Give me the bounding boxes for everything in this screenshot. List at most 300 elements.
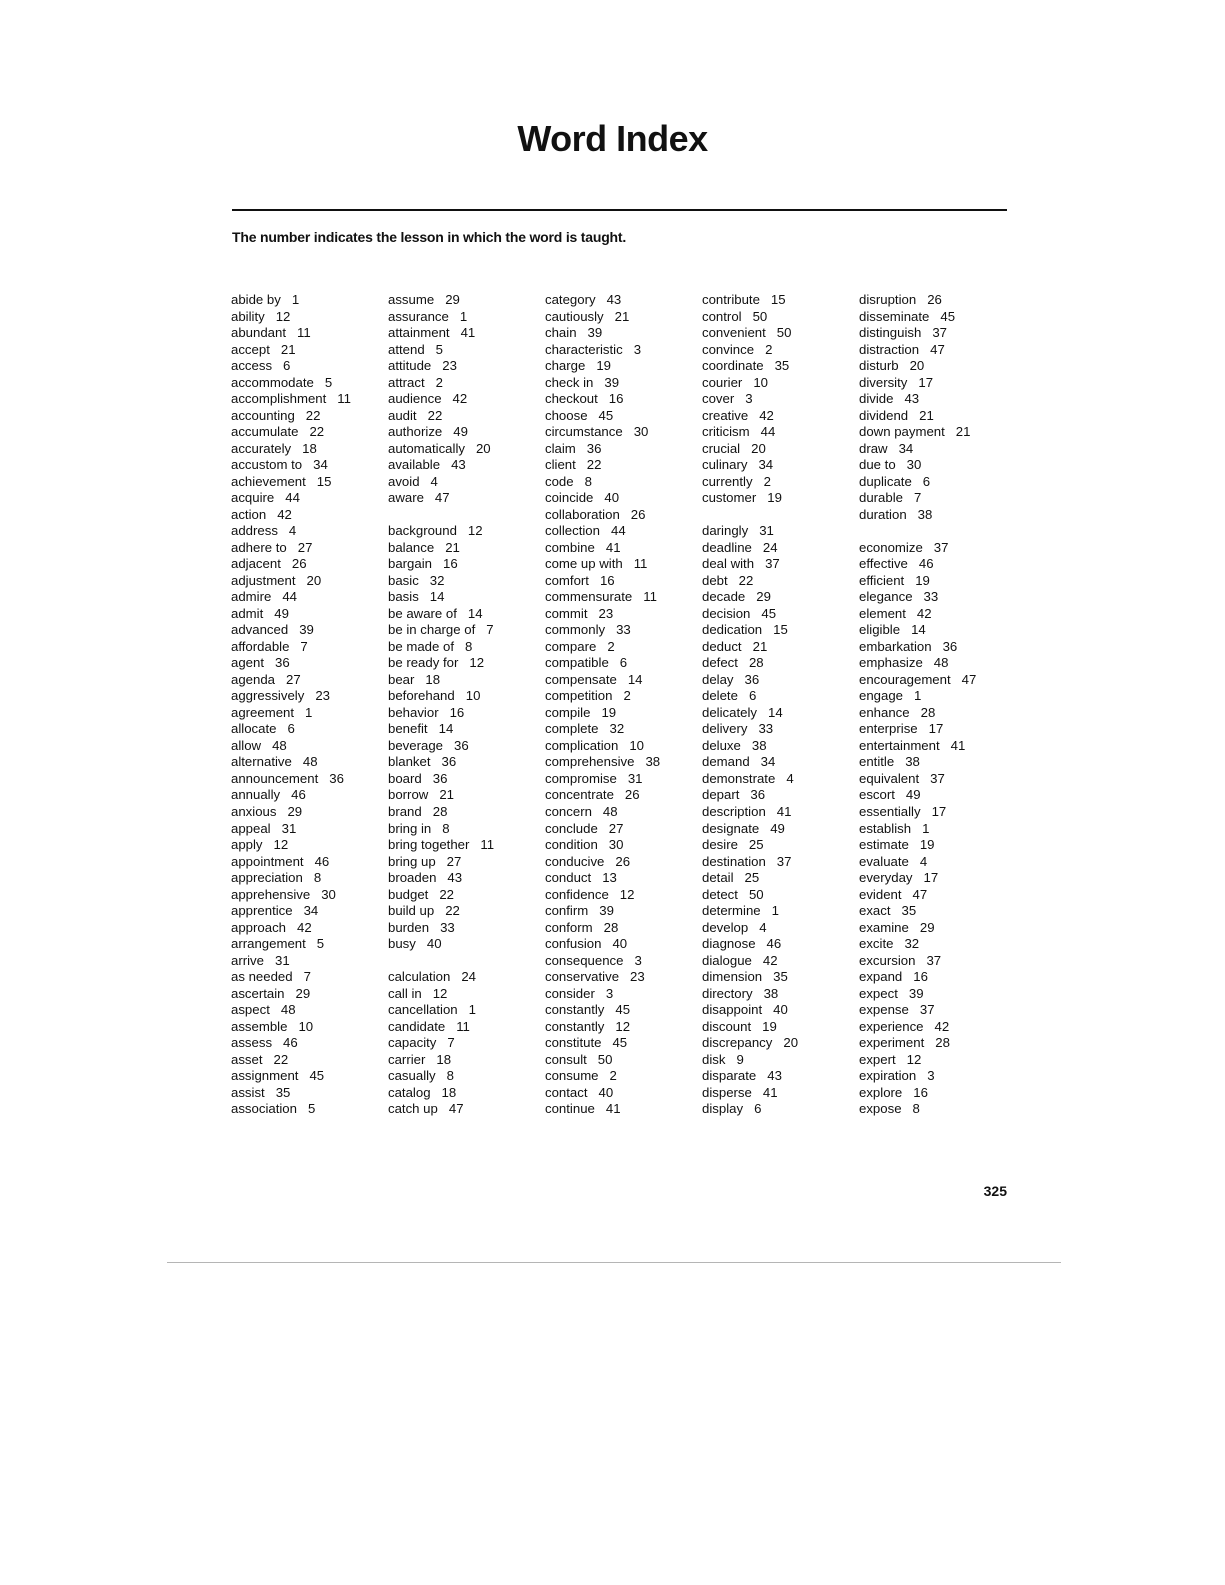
lesson-number: 50 bbox=[597, 1051, 613, 1067]
index-entry bbox=[388, 523, 538, 540]
lesson-number: 41 bbox=[605, 539, 621, 555]
title-divider bbox=[232, 209, 1007, 211]
index-entry bbox=[702, 854, 852, 871]
lesson-number: 1 bbox=[468, 1002, 476, 1018]
index-entry bbox=[231, 1035, 381, 1052]
index-word: allow bbox=[231, 737, 262, 753]
index-entry bbox=[702, 870, 852, 887]
index-entry bbox=[388, 1068, 538, 1085]
index-entry bbox=[545, 457, 695, 474]
index-entry bbox=[545, 1035, 695, 1052]
index-entry bbox=[702, 391, 852, 408]
index-word: everyday bbox=[859, 870, 913, 886]
lesson-number: 30 bbox=[608, 837, 624, 853]
index-entry bbox=[388, 1052, 538, 1069]
index-entry bbox=[231, 325, 381, 342]
index-word: attend bbox=[388, 341, 425, 357]
page-bottom-rule bbox=[167, 1262, 1061, 1263]
lesson-number: 10 bbox=[298, 1018, 314, 1034]
index-word: contact bbox=[545, 1084, 588, 1100]
index-word: demonstrate bbox=[702, 770, 776, 786]
index-word: expense bbox=[859, 1002, 909, 1018]
index-word: conclude bbox=[545, 820, 598, 836]
index-entry bbox=[388, 804, 538, 821]
index-word: approach bbox=[231, 919, 286, 935]
index-word: agreement bbox=[231, 704, 295, 720]
index-word: customer bbox=[702, 490, 757, 506]
index-entry bbox=[702, 920, 852, 937]
index-entry bbox=[702, 821, 852, 838]
lesson-number: 19 bbox=[596, 358, 611, 374]
lesson-number: 7 bbox=[914, 490, 922, 506]
index-word: apprentice bbox=[231, 903, 293, 919]
index-word: expert bbox=[859, 1051, 896, 1067]
index-entry bbox=[702, 986, 852, 1003]
index-entry bbox=[231, 804, 381, 821]
index-entry bbox=[702, 309, 852, 326]
index-entry bbox=[231, 1002, 381, 1019]
index-word: examine bbox=[859, 919, 909, 935]
lesson-number: 43 bbox=[606, 292, 622, 307]
index-word: board bbox=[388, 770, 422, 786]
index-word: depart bbox=[702, 787, 740, 803]
lesson-number: 29 bbox=[445, 292, 460, 307]
index-entry bbox=[545, 639, 695, 656]
index-entry bbox=[702, 639, 852, 656]
lesson-number: 39 bbox=[599, 903, 614, 919]
index-word: complication bbox=[545, 737, 619, 753]
index-word: appeal bbox=[231, 820, 271, 836]
index-entry bbox=[231, 639, 381, 656]
index-column-1 bbox=[231, 292, 381, 1118]
index-entry bbox=[859, 540, 1009, 557]
lesson-number: 41 bbox=[762, 1084, 778, 1100]
lesson-number: 36 bbox=[942, 638, 958, 654]
lesson-number: 19 bbox=[767, 490, 782, 506]
index-word: bring in bbox=[388, 820, 432, 836]
lesson-number: 4 bbox=[759, 919, 767, 935]
index-word: disruption bbox=[859, 292, 917, 307]
index-entry bbox=[859, 1068, 1009, 1085]
index-entry bbox=[545, 936, 695, 953]
lesson-number: 37 bbox=[919, 1002, 935, 1018]
lesson-number: 8 bbox=[313, 870, 322, 886]
index-entry bbox=[388, 358, 538, 375]
index-entry bbox=[859, 573, 1009, 590]
index-word: carrier bbox=[388, 1051, 426, 1067]
lesson-number: 22 bbox=[738, 572, 754, 588]
index-entry bbox=[231, 589, 381, 606]
index-word: action bbox=[231, 506, 267, 522]
lesson-number: 32 bbox=[904, 936, 920, 952]
index-entry bbox=[231, 672, 381, 689]
index-word: assignment bbox=[231, 1068, 299, 1084]
lesson-number: 36 bbox=[432, 770, 448, 786]
lesson-number: 2 bbox=[607, 638, 615, 654]
index-entry bbox=[388, 408, 538, 425]
lesson-number: 16 bbox=[913, 1084, 928, 1100]
lesson-number: 6 bbox=[283, 358, 291, 374]
index-word: annually bbox=[231, 787, 281, 803]
lesson-number: 38 bbox=[917, 506, 933, 522]
lesson-number: 38 bbox=[905, 754, 920, 770]
index-word: behavior bbox=[388, 704, 439, 720]
lesson-number: 2 bbox=[763, 473, 771, 489]
index-word: accept bbox=[231, 341, 270, 357]
lesson-number: 15 bbox=[316, 473, 332, 489]
index-entry bbox=[231, 754, 381, 771]
index-word: durable bbox=[859, 490, 903, 506]
index-word: beverage bbox=[388, 737, 443, 753]
index-word: confidence bbox=[545, 886, 609, 902]
index-word: exact bbox=[859, 903, 891, 919]
index-word: contribute bbox=[702, 292, 760, 307]
index-entry bbox=[859, 655, 1009, 672]
lesson-number: 11 bbox=[337, 391, 351, 407]
index-entry bbox=[231, 507, 381, 524]
index-entry bbox=[388, 309, 538, 326]
index-entry bbox=[388, 854, 538, 871]
index-word: establish bbox=[859, 820, 912, 836]
index-word: accustom to bbox=[231, 457, 303, 473]
lesson-number: 6 bbox=[754, 1101, 762, 1117]
index-entry bbox=[702, 1068, 852, 1085]
index-word: advanced bbox=[231, 622, 289, 638]
index-word: dedication bbox=[702, 622, 763, 638]
index-word: confusion bbox=[545, 936, 602, 952]
index-word: deluxe bbox=[702, 737, 741, 753]
index-entry bbox=[545, 358, 695, 375]
index-entry bbox=[545, 309, 695, 326]
index-entry bbox=[231, 358, 381, 375]
lesson-number: 46 bbox=[918, 556, 934, 572]
index-word: consult bbox=[545, 1051, 587, 1067]
index-entry bbox=[859, 837, 1009, 854]
index-word: discount bbox=[702, 1018, 752, 1034]
lesson-number: 8 bbox=[464, 638, 473, 654]
index-word: brand bbox=[388, 803, 422, 819]
index-word: decision bbox=[702, 605, 751, 621]
index-entry bbox=[545, 391, 695, 408]
index-entry bbox=[231, 1019, 381, 1036]
index-word: disappoint bbox=[702, 1002, 763, 1018]
index-entry bbox=[231, 391, 381, 408]
lesson-number: 26 bbox=[927, 292, 942, 307]
index-word: coincide bbox=[545, 490, 594, 506]
lesson-number: 18 bbox=[441, 1084, 457, 1100]
lesson-number: 25 bbox=[744, 870, 760, 886]
index-word: agent bbox=[231, 655, 265, 671]
lesson-number: 17 bbox=[931, 803, 947, 819]
index-word: crucial bbox=[702, 440, 741, 456]
lesson-number: 27 bbox=[297, 539, 313, 555]
index-entry bbox=[702, 655, 852, 672]
index-entry bbox=[859, 507, 1009, 524]
index-word: develop bbox=[702, 919, 749, 935]
index-entry bbox=[545, 870, 695, 887]
index-entry bbox=[702, 457, 852, 474]
index-word: characteristic bbox=[545, 341, 623, 357]
index-word: deal with bbox=[702, 556, 755, 572]
index-word: constantly bbox=[545, 1002, 605, 1018]
index-entry bbox=[388, 1019, 538, 1036]
lesson-number: 15 bbox=[773, 622, 788, 638]
index-group-gap bbox=[388, 953, 538, 970]
index-entry bbox=[388, 325, 538, 342]
index-entry bbox=[388, 292, 538, 309]
lesson-number: 19 bbox=[915, 572, 930, 588]
index-entry bbox=[859, 688, 1009, 705]
index-word: available bbox=[388, 457, 441, 473]
index-entry bbox=[388, 1002, 538, 1019]
lesson-number: 11 bbox=[297, 325, 311, 341]
lesson-number: 11 bbox=[456, 1018, 470, 1034]
index-word: accumulate bbox=[231, 424, 299, 440]
lesson-number: 29 bbox=[919, 919, 935, 935]
index-word: accounting bbox=[231, 407, 295, 423]
lesson-number: 21 bbox=[955, 424, 971, 440]
index-word: complete bbox=[545, 721, 599, 737]
lesson-number: 28 bbox=[920, 704, 936, 720]
lesson-number: 21 bbox=[280, 341, 296, 357]
lesson-number: 46 bbox=[291, 787, 306, 803]
index-word: borrow bbox=[388, 787, 429, 803]
lesson-number: 33 bbox=[923, 589, 939, 605]
index-entry bbox=[388, 556, 538, 573]
index-entry bbox=[702, 787, 852, 804]
lesson-number: 42 bbox=[297, 919, 312, 935]
index-entry bbox=[702, 441, 852, 458]
index-word: commensurate bbox=[545, 589, 633, 605]
index-entry bbox=[545, 1085, 695, 1102]
index-entry bbox=[545, 1068, 695, 1085]
lesson-number: 42 bbox=[277, 506, 292, 522]
lesson-number: 45 bbox=[309, 1068, 325, 1084]
index-word: commit bbox=[545, 605, 588, 621]
index-entry bbox=[859, 887, 1009, 904]
index-word: basis bbox=[388, 589, 419, 605]
index-word: accomplishment bbox=[231, 391, 327, 407]
index-entry bbox=[859, 292, 1009, 309]
index-entry bbox=[859, 804, 1009, 821]
index-word: compare bbox=[545, 638, 597, 654]
index-entry bbox=[702, 358, 852, 375]
index-entry bbox=[859, 705, 1009, 722]
index-entry bbox=[388, 903, 538, 920]
index-entry bbox=[702, 969, 852, 986]
lesson-number: 6 bbox=[287, 721, 295, 737]
index-word: encouragement bbox=[859, 671, 951, 687]
index-entry bbox=[231, 903, 381, 920]
index-word: constitute bbox=[545, 1035, 602, 1051]
lesson-number: 46 bbox=[314, 853, 330, 869]
index-word: adhere to bbox=[231, 539, 287, 555]
index-entry bbox=[231, 474, 381, 491]
index-entry bbox=[231, 936, 381, 953]
index-entry bbox=[231, 771, 381, 788]
index-entry bbox=[545, 408, 695, 425]
index-entry bbox=[388, 606, 538, 623]
index-word: desire bbox=[702, 837, 738, 853]
index-entry bbox=[702, 1052, 852, 1069]
index-entry bbox=[702, 606, 852, 623]
index-entry bbox=[859, 358, 1009, 375]
lesson-number: 44 bbox=[285, 490, 300, 506]
lesson-number: 32 bbox=[429, 572, 445, 588]
lesson-number: 36 bbox=[329, 770, 344, 786]
lesson-number: 34 bbox=[303, 903, 319, 919]
index-word: experience bbox=[859, 1018, 924, 1034]
index-word: discrepancy bbox=[702, 1035, 773, 1051]
lesson-number: 49 bbox=[453, 424, 468, 440]
index-word: disseminate bbox=[859, 308, 930, 324]
lesson-number: 24 bbox=[461, 969, 476, 985]
lesson-number: 26 bbox=[615, 853, 631, 869]
index-entry bbox=[388, 787, 538, 804]
lesson-number: 20 bbox=[751, 440, 766, 456]
index-word: basic bbox=[388, 572, 419, 588]
index-entry bbox=[702, 1101, 852, 1118]
lesson-number: 37 bbox=[776, 853, 792, 869]
index-word: bear bbox=[388, 671, 415, 687]
lesson-number: 35 bbox=[901, 903, 917, 919]
index-word: admit bbox=[231, 605, 264, 621]
index-entry bbox=[388, 936, 538, 953]
lesson-number: 43 bbox=[767, 1068, 782, 1084]
index-entry bbox=[545, 804, 695, 821]
index-word: charge bbox=[545, 358, 586, 374]
index-entry bbox=[859, 309, 1009, 326]
index-word: category bbox=[545, 292, 596, 307]
index-entry bbox=[702, 474, 852, 491]
index-word: diagnose bbox=[702, 936, 756, 952]
index-word: evaluate bbox=[859, 853, 909, 869]
lesson-number: 31 bbox=[627, 770, 643, 786]
index-entry bbox=[859, 325, 1009, 342]
lesson-number: 12 bbox=[615, 1018, 631, 1034]
index-entry bbox=[231, 424, 381, 441]
index-entry bbox=[702, 721, 852, 738]
index-word: distinguish bbox=[859, 325, 922, 341]
index-word: come up with bbox=[545, 556, 623, 572]
index-word: constantly bbox=[545, 1018, 605, 1034]
lesson-number: 33 bbox=[758, 721, 774, 737]
index-word: duration bbox=[859, 506, 907, 522]
lesson-number: 36 bbox=[744, 671, 760, 687]
index-word: automatically bbox=[388, 440, 465, 456]
lesson-number: 14 bbox=[767, 704, 783, 720]
index-entry bbox=[388, 441, 538, 458]
index-word: experiment bbox=[859, 1035, 925, 1051]
index-word: busy bbox=[388, 936, 416, 952]
index-word: appointment bbox=[231, 853, 304, 869]
lesson-number: 23 bbox=[442, 358, 457, 374]
index-entry bbox=[702, 622, 852, 639]
lesson-number: 23 bbox=[315, 688, 330, 704]
index-word: detect bbox=[702, 886, 738, 902]
lesson-number: 3 bbox=[633, 341, 642, 357]
index-word: cancellation bbox=[388, 1002, 458, 1018]
lesson-number: 50 bbox=[776, 325, 792, 341]
lesson-number: 11 bbox=[633, 556, 648, 572]
index-entry bbox=[388, 771, 538, 788]
lesson-number: 43 bbox=[904, 391, 920, 407]
index-entry bbox=[231, 441, 381, 458]
index-word: cover bbox=[702, 391, 735, 407]
lesson-number: 35 bbox=[773, 969, 788, 985]
index-word: consequence bbox=[545, 952, 624, 968]
index-word: disperse bbox=[702, 1084, 752, 1100]
index-word: conduct bbox=[545, 870, 592, 886]
lesson-number: 37 bbox=[933, 539, 949, 555]
lesson-number: 18 bbox=[436, 1051, 452, 1067]
index-entry bbox=[702, 573, 852, 590]
lesson-number: 14 bbox=[911, 622, 926, 638]
lesson-number: 29 bbox=[287, 803, 303, 819]
index-word: deduct bbox=[702, 638, 742, 654]
index-entry bbox=[388, 1085, 538, 1102]
index-entry bbox=[545, 738, 695, 755]
lesson-number: 34 bbox=[313, 457, 328, 473]
index-entry bbox=[859, 1101, 1009, 1118]
index-word: appreciation bbox=[231, 870, 303, 886]
index-word: ability bbox=[231, 308, 265, 324]
index-entry bbox=[231, 953, 381, 970]
index-word: duplicate bbox=[859, 473, 912, 489]
index-subtitle: The number indicates the lesson in which the word is taught. bbox=[232, 229, 627, 245]
lesson-number: 18 bbox=[425, 671, 441, 687]
lesson-number: 22 bbox=[427, 407, 443, 423]
index-word: directory bbox=[702, 985, 753, 1001]
lesson-number: 49 bbox=[905, 787, 921, 803]
lesson-number: 44 bbox=[610, 523, 626, 539]
lesson-number: 7 bbox=[303, 969, 311, 985]
index-entry bbox=[545, 342, 695, 359]
index-entry bbox=[702, 408, 852, 425]
lesson-number: 21 bbox=[614, 308, 630, 324]
lesson-number: 31 bbox=[759, 523, 774, 539]
lesson-number: 20 bbox=[783, 1035, 799, 1051]
lesson-number: 25 bbox=[748, 837, 764, 853]
lesson-number: 26 bbox=[630, 506, 646, 522]
index-entry bbox=[859, 424, 1009, 441]
index-word: courier bbox=[702, 374, 743, 390]
index-entry bbox=[859, 986, 1009, 1003]
index-entry bbox=[545, 424, 695, 441]
index-word: apply bbox=[231, 837, 263, 853]
index-word: anxious bbox=[231, 803, 277, 819]
index-entry bbox=[859, 606, 1009, 623]
index-entry bbox=[545, 507, 695, 524]
index-word: engage bbox=[859, 688, 904, 704]
index-entry bbox=[231, 1052, 381, 1069]
lesson-number: 39 bbox=[299, 622, 314, 638]
index-entry bbox=[231, 523, 381, 540]
index-word: aware bbox=[388, 490, 424, 506]
index-entry bbox=[545, 490, 695, 507]
index-word: audience bbox=[388, 391, 442, 407]
index-word: call in bbox=[388, 985, 422, 1001]
index-word: compensate bbox=[545, 671, 617, 687]
index-word: ascertain bbox=[231, 985, 285, 1001]
index-word: concentrate bbox=[545, 787, 614, 803]
lesson-number: 8 bbox=[584, 473, 592, 489]
lesson-number: 47 bbox=[434, 490, 450, 506]
index-entry bbox=[231, 342, 381, 359]
index-entry bbox=[545, 672, 695, 689]
index-word: authorize bbox=[388, 424, 443, 440]
index-word: disparate bbox=[702, 1068, 757, 1084]
